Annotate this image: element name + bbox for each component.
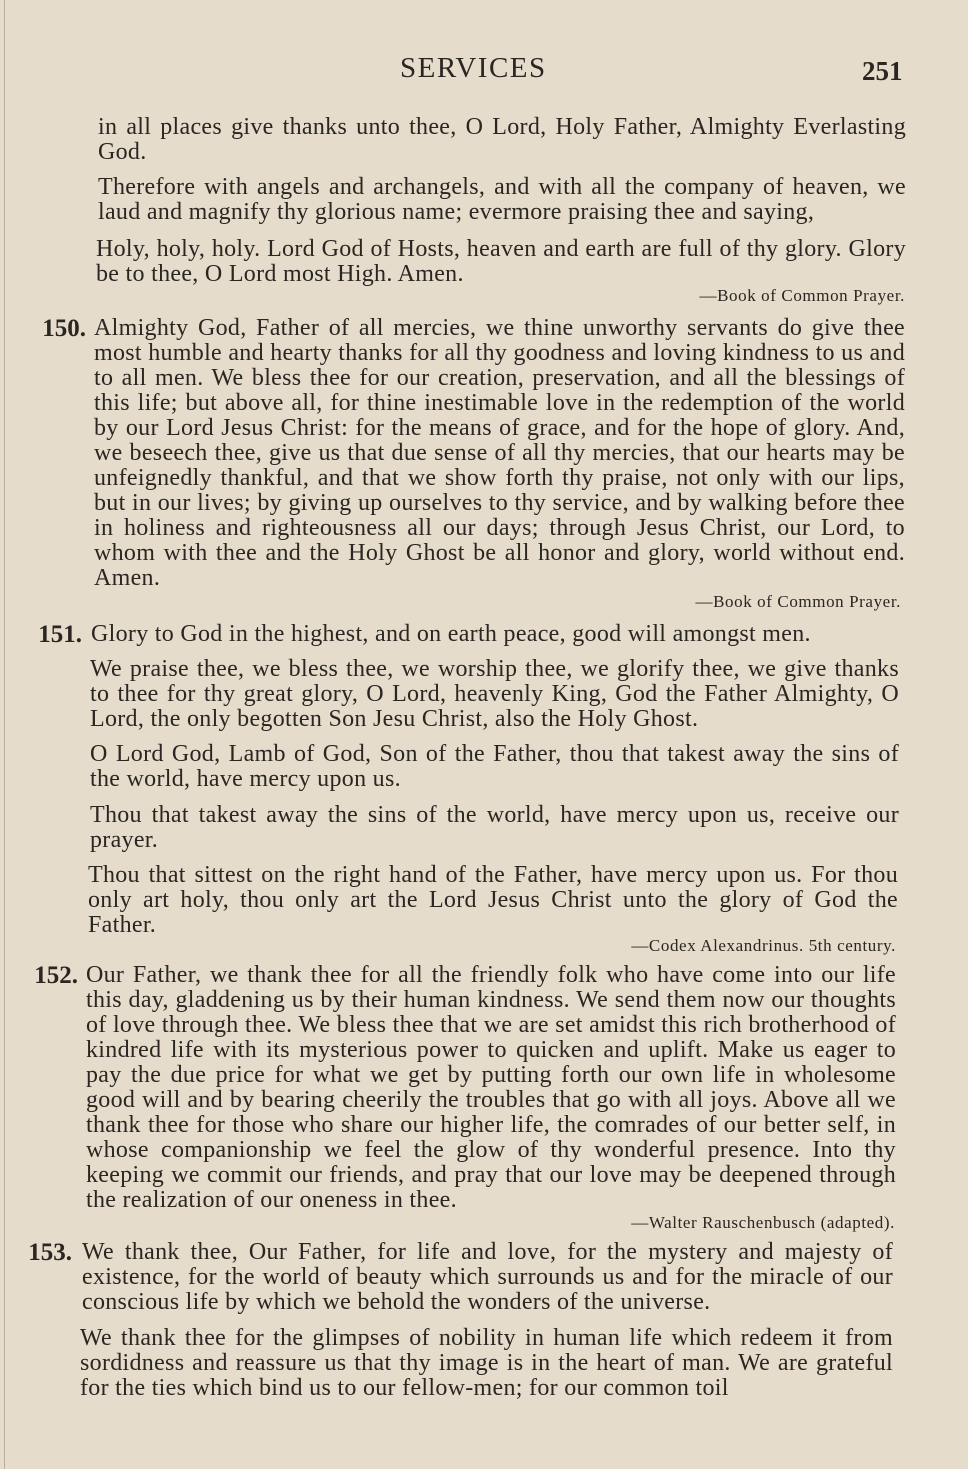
attribution: —Codex Alexandrinus. 5th century. xyxy=(631,936,896,955)
attribution: —Book of Common Prayer. xyxy=(695,592,901,611)
prayer-paragraph: Thou that takest away the sins of the world, have mercy upon us, receive our prayer. xyxy=(90,802,899,853)
prayer-number: 152. xyxy=(34,962,78,989)
prayer-number: 151. xyxy=(38,621,82,648)
prayer-paragraph: Our Father, we thank thee for all the friendly folk who have come into our life this day, gladdening us by their human kindness. We send them now our thoughts of love through thee. We bless thee that we are set amidst this rich brotherhood of kindred life with its mysterious power to quicken and uplift. Make us eager to pay the due price for what we get by putting forth our own life in wholesome good will and by bearing cheerily the troubles that go with all joys. Above all we thank thee for those who share our higher life, the comrades of our better self, in whose companionship we feel the glow of thy wonderful presence. Into thy keeping we commit our friends, and pray that our love may be deepened through the realization of our oneness in thee. xyxy=(86,962,896,1213)
prayer-paragraph: We thank thee for the glimpses of nobility in human life which redeem it from sordidness and reassure us that thy image is in the heart of man. We are grateful for the ties which bind us to our fellow-men; for our common toil xyxy=(80,1325,893,1401)
prayer-number: 153. xyxy=(28,1239,72,1266)
attribution: —Book of Common Prayer. xyxy=(699,286,905,305)
running-title: SERVICES xyxy=(400,52,547,84)
continuation-paragraph: in all places give thanks unto thee, O Lord, Holy Father, Almighty Everlasting God. xyxy=(98,114,906,165)
prayer-number: 150. xyxy=(42,315,86,342)
prayer-paragraph: Glory to God in the highest, and on earth peace, good will amongst men. xyxy=(91,621,811,647)
prayer-paragraph: We praise thee, we bless thee, we worship thee, we glorify thee, we give thanks to thee for thy great glory, O Lord, heavenly King, God the Father Almighty, O Lord, the only begotten Son Jesu Christ, also the Holy Ghost. xyxy=(90,656,899,732)
attribution: —Walter Rauschenbusch (adapted). xyxy=(631,1213,895,1232)
continuation-paragraph: Holy, holy, holy. Lord God of Hosts, heaven and earth are full of thy glory. Glory be to thee, O Lord most High. Amen. xyxy=(96,236,906,287)
continuation-paragraph: Therefore with angels and archangels, and with all the company of heaven, we laud and magnify thy glorious name; evermore praising thee and saying, xyxy=(98,174,906,225)
running-header xyxy=(0,52,968,92)
prayer-paragraph: O Lord God, Lamb of God, Son of the Father, thou that takest away the sins of the world, have mercy upon us. xyxy=(90,741,899,792)
prayer-paragraph: Almighty God, Father of all mercies, we thine unworthy servants do give thee most humble and hearty thanks for all thy goodness and loving kindness to us and to all men. We bless thee for our creation, preservation, and all the blessings of this life; but above all, for thine inestimable love in the redemption of the world by our Lord Jesus Christ: for the means of grace, and for the hope of glory. And, we beseech thee, give us that due sense of all thy mercies, that our hearts may be unfeignedly thankful, and that we show forth thy praise, not only with our lips, but in our lives; by giving up ourselves to thy service, and by walking before thee in holiness and righteousness all our days; through Jesus Christ, our Lord, to whom with thee and the Holy Ghost be all honor and glory, world without end. Amen. xyxy=(94,315,905,591)
page-edge xyxy=(4,0,5,1469)
prayer-paragraph: Thou that sittest on the right hand of the Father, have mercy upon us. For thou only art holy, thou only art the Lord Jesus Christ unto the glory of God the Father. xyxy=(88,862,898,938)
prayer-paragraph: We thank thee, Our Father, for life and love, for the mystery and majesty of existence, for the world of beauty which surrounds us and for the miracle of our conscious life by which we behold the wonders of the universe. xyxy=(82,1239,893,1315)
page-number: 251 xyxy=(862,56,903,86)
